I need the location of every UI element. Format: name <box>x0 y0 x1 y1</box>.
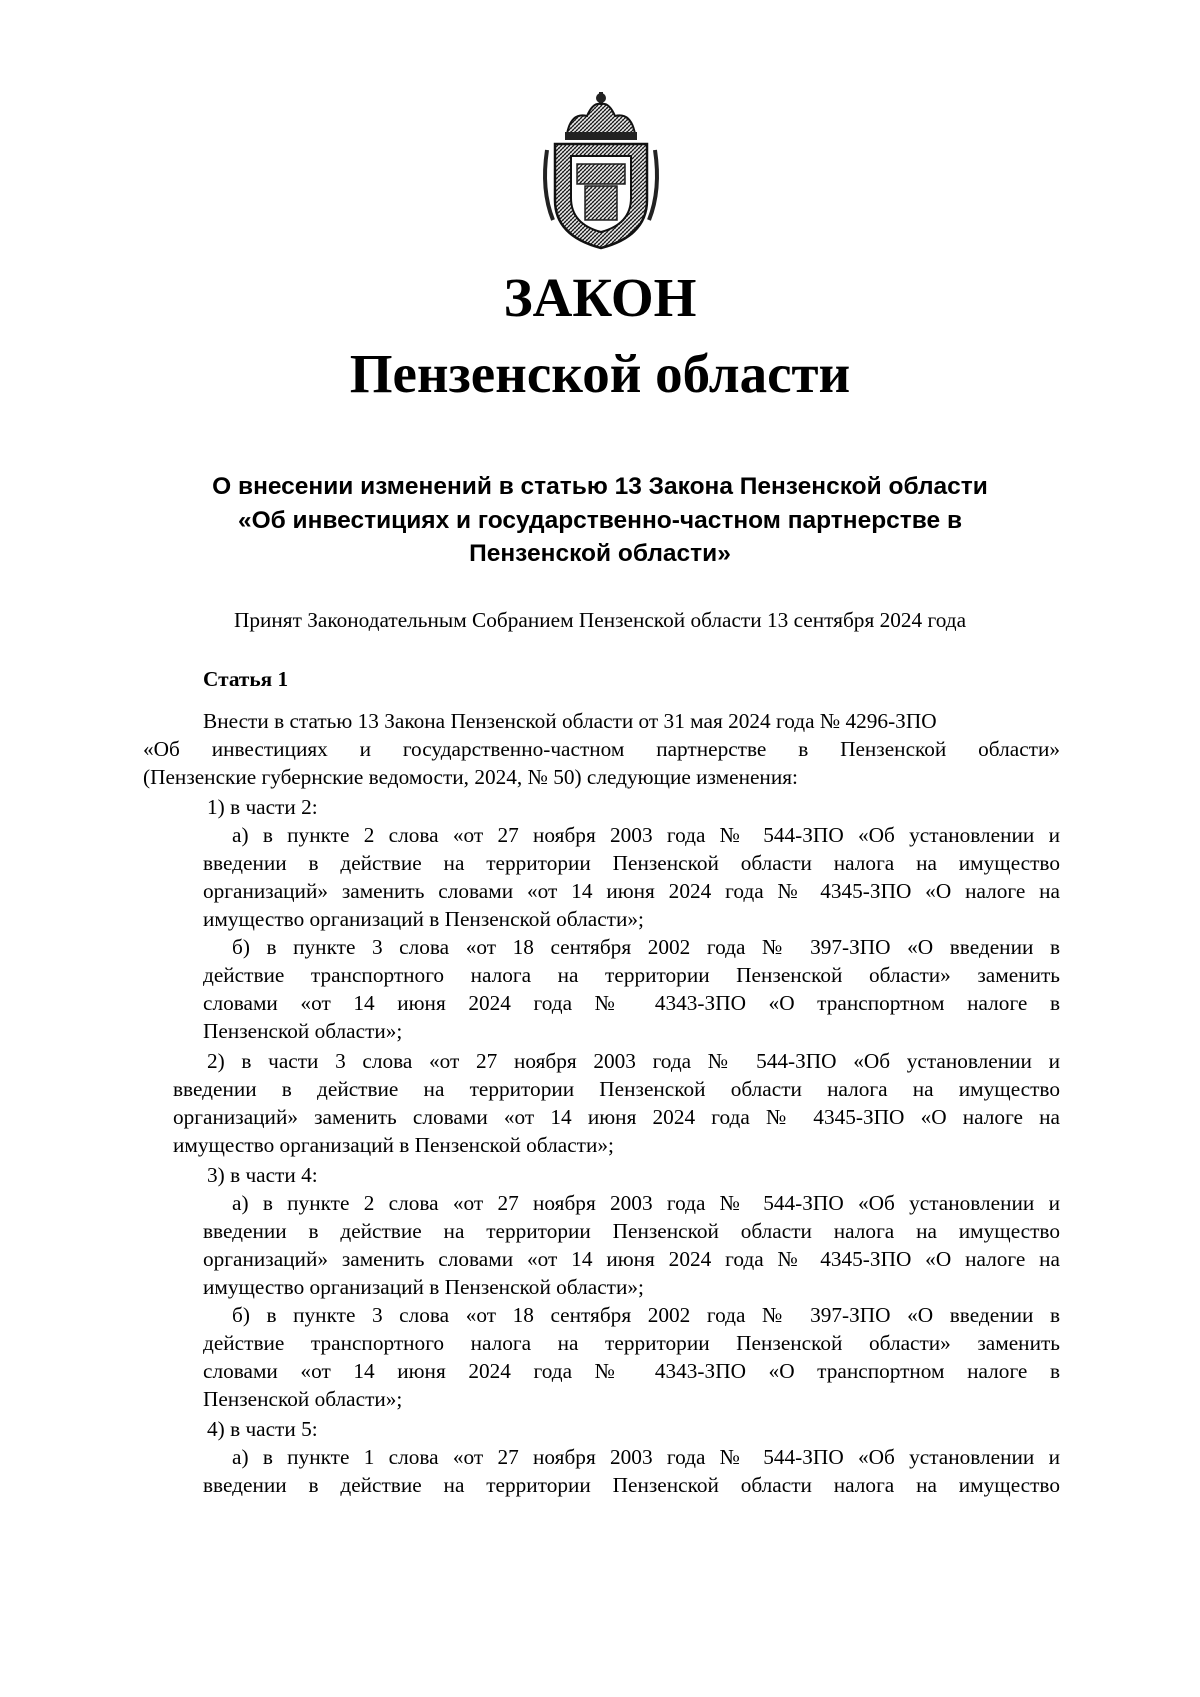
subitem-line: словами «от 14 июня 2024 года № 4343-ЗПО «О транспортном налоге в <box>203 1359 1060 1383</box>
subitem-line: введении в действие на территории Пензенской области налога на имущество <box>203 1473 1060 1497</box>
subitem-line: действие транспортного налога на территории Пензенской области» заменить <box>203 963 1060 987</box>
subitem-line: организаций» заменить словами «от 14 июня 2024 года № 4345-ЗПО «О налоге на <box>203 1247 1060 1271</box>
list-item-line: введении в действие на территории Пензенской области налога на имущество <box>173 1077 1060 1101</box>
list-item-line: имущество организаций в Пензенской области»; <box>173 1133 614 1157</box>
subitem-line: введении в действие на территории Пензенской области налога на имущество <box>203 1219 1060 1243</box>
subtitle-line: О внесении изменений в статью 13 Закона Пензенской области <box>212 473 988 500</box>
coat-of-arms-icon <box>537 90 665 252</box>
subtitle-line: Пензенской области» <box>469 540 731 567</box>
intro-line: Внести в статью 13 Закона Пензенской области от 31 мая 2024 года № 4296-ЗПО <box>203 709 937 733</box>
list-item-line: организаций» заменить словами «от 14 июня 2024 года № 4345-ЗПО «О налоге на <box>173 1105 1060 1129</box>
law-title: ЗАКОН <box>503 267 697 328</box>
article-heading: Статья 1 <box>203 667 289 691</box>
adoption-statement: Принят Законодательным Собранием Пензенской области 13 сентября 2024 года <box>233 608 967 632</box>
list-item-heading: 4) в части 5: <box>207 1417 318 1441</box>
intro-line: (Пензенские губернские ведомости, 2024, № 50) следующие изменения: <box>143 765 798 789</box>
subitem-line: а) в пункте 2 слова «от 27 ноября 2003 года № 544-ЗПО «Об установлении и <box>232 1191 1060 1215</box>
law-subject-heading <box>140 470 1060 571</box>
subitem-line: а) в пункте 1 слова «от 27 ноября 2003 года № 544-ЗПО «Об установлении и <box>232 1445 1060 1469</box>
list-item-heading: 1) в части 2: <box>207 795 318 819</box>
subitem-line: организаций» заменить словами «от 14 июня 2024 года № 4345-ЗПО «О налоге на <box>203 879 1060 903</box>
subitem-line: Пензенской области»; <box>203 1387 403 1411</box>
list-item-line: 2) в части 3 слова «от 27 ноября 2003 года № 544-ЗПО «Об установлении и <box>207 1049 1060 1073</box>
subitem-line: словами «от 14 июня 2024 года № 4343-ЗПО «О транспортном налоге в <box>203 991 1060 1015</box>
subitem-line: имущество организаций в Пензенской области»; <box>203 907 644 931</box>
list-item-heading: 3) в части 4: <box>207 1163 318 1187</box>
subtitle-line: «Об инвестициях и государственно-частном партнерстве в <box>237 506 963 534</box>
subitem-line: б) в пункте 3 слова «от 18 сентября 2002 года № 397-ЗПО «О введении в <box>232 935 1060 959</box>
intro-line: «Об инвестициях и государственно-частном партнерстве в Пензенской области» <box>143 737 1060 761</box>
subitem-line: действие транспортного налога на территории Пензенской области» заменить <box>203 1331 1060 1355</box>
subitem-line: Пензенской области»; <box>203 1019 403 1043</box>
law-region-title: Пензенской области <box>349 343 851 404</box>
subitem-line: б) в пункте 3 слова «от 18 сентября 2002 года № 397-ЗПО «О введении в <box>232 1303 1060 1327</box>
subitem-line: введении в действие на территории Пензенской области налога на имущество <box>203 851 1060 875</box>
subitem-line: имущество организаций в Пензенской области»; <box>203 1275 644 1299</box>
subitem-line: а) в пункте 2 слова «от 27 ноября 2003 года № 544-ЗПО «Об установлении и <box>232 823 1060 847</box>
